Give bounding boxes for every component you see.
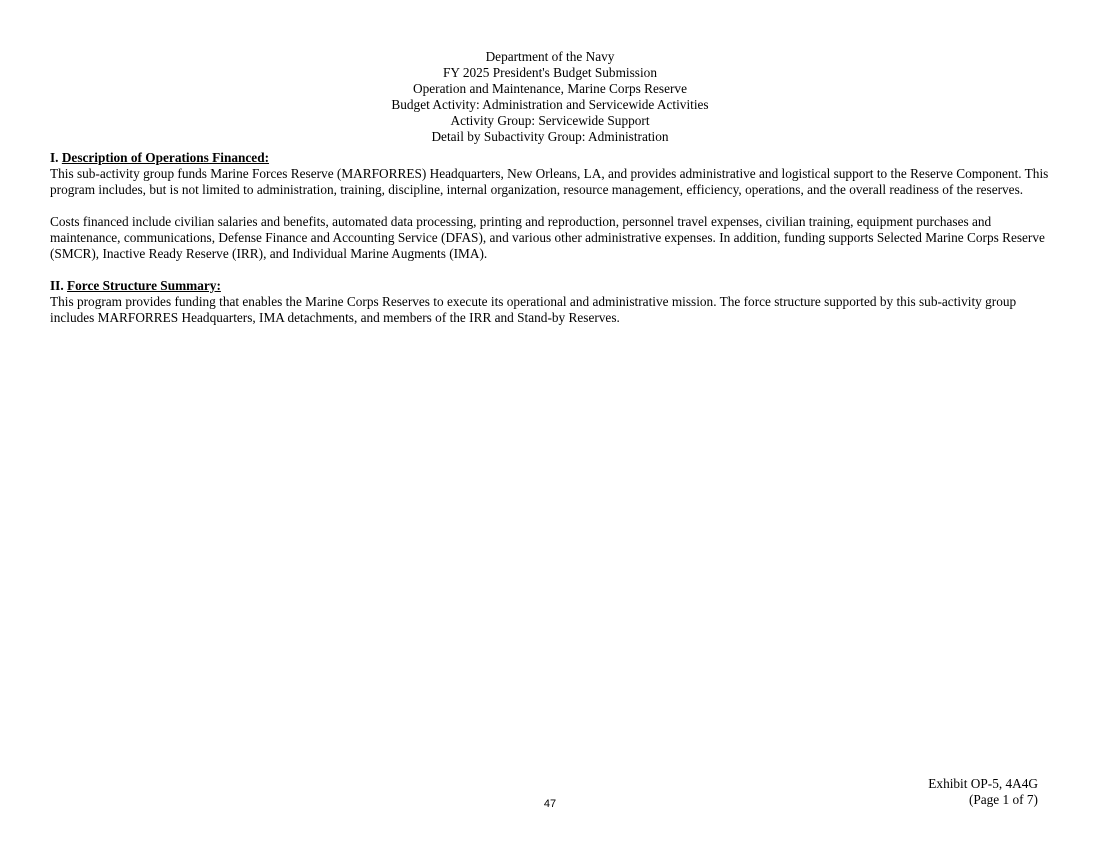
document-body bbox=[50, 150, 1050, 326]
header-department: Department of the Navy bbox=[485, 49, 615, 64]
section-title: Description of Operations Financed: bbox=[61, 150, 270, 165]
section-heading-force-structure bbox=[50, 278, 1050, 294]
exhibit-id: Exhibit OP-5, 4A4G bbox=[928, 776, 1038, 791]
description-paragraph: This sub-activity group funds Marine Forces Reserve (MARFORRES) Headquarters, New Orleans, LA, and provides administrative and logistical support to the Reserve Component. This program includes, but is not limited to administration, training, discipline, internal organization, resource management, efficiency, operations, and the overall readiness of the reserves. bbox=[50, 166, 1049, 197]
section-number: II. bbox=[50, 278, 64, 293]
header-budget-activity: Budget Activity: Administration and Servicewide Activities bbox=[391, 97, 709, 112]
description-paragraph: Costs financed include civilian salaries and benefits, automated data processing, printing and reproduction, personnel travel expenses, civilian training, equipment purchases and maintenance, communications, Defense Finance and Accounting Service (DFAS), and various other administrative expenses. In addition, funding supports Selected Marine Corps Reserve (SMCR), Inactive Ready Reserve (IRR), and Individual Marine Augments (IMA). bbox=[50, 214, 1045, 261]
force-structure-paragraph: This program provides funding that enables the Marine Corps Reserves to execute its operational and administrative mission. The force structure supported by this sub-activity group includes MARFORRES Headquarters, IMA detachments, and members of the IRR and Stand-by Reserves. bbox=[50, 294, 1017, 325]
section-number: I. bbox=[50, 150, 59, 165]
document-header bbox=[0, 49, 1100, 145]
page-number: 47 bbox=[543, 798, 557, 810]
page-of-indicator: (Page 1 of 7) bbox=[968, 792, 1038, 807]
header-appropriation: Operation and Maintenance, Marine Corps Reserve bbox=[413, 81, 687, 96]
section-heading-description bbox=[50, 150, 1050, 166]
header-submission: FY 2025 President's Budget Submission bbox=[443, 65, 657, 80]
header-activity-group: Activity Group: Servicewide Support bbox=[450, 113, 650, 128]
header-subactivity-group: Detail by Subactivity Group: Administration bbox=[431, 129, 669, 144]
section-title: Force Structure Summary: bbox=[67, 278, 221, 293]
